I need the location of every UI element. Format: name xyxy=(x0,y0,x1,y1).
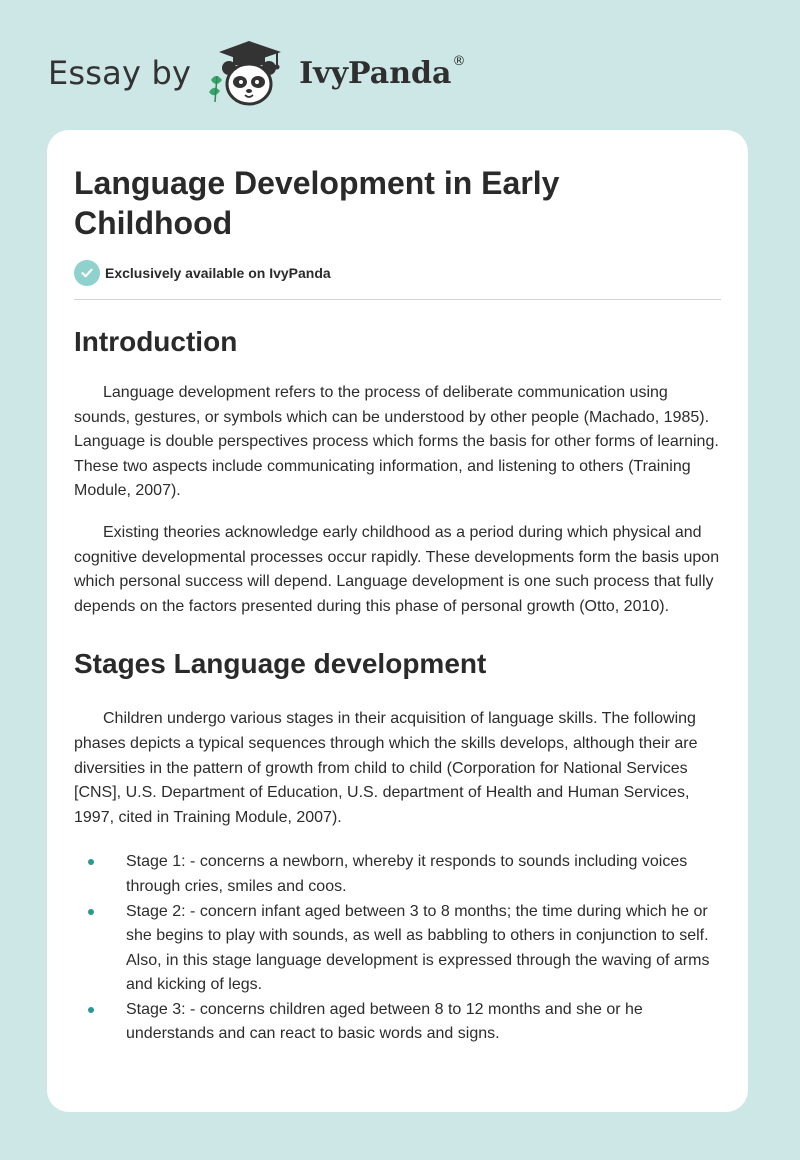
essay-title: Language Development in Early Childhood xyxy=(74,165,560,241)
bullet-dot-icon xyxy=(88,859,94,865)
section-heading-introduction: Introduction xyxy=(74,326,238,357)
bullet-dot-icon xyxy=(88,1007,94,1013)
section-heading-stages: Stages Language development xyxy=(74,648,487,680)
paragraph: Language development refers to the process of deliberate communication using sounds, gestures, or symbols which can be understood by other people (Machado, 1985). Language is double perspectives process which forms the basis for other forms of learning. These two aspects include communicating information, and listening to others (Training Module, 2007). xyxy=(74,384,719,500)
list-item-text: Stage 1: - concerns a newborn, whereby it responds to sounds including voices through cries, smiles and coos. xyxy=(126,853,688,895)
registered-mark: ® xyxy=(452,54,466,69)
exclusive-badge-text: Exclusively available on IvyPanda xyxy=(105,265,331,281)
brand-prefix: Essay by xyxy=(48,54,192,92)
list-item xyxy=(74,998,721,1047)
bullet-dot-icon xyxy=(88,909,94,915)
brand-header xyxy=(48,38,465,108)
list-item xyxy=(74,900,721,998)
brand-name: IvyPanda xyxy=(299,55,452,91)
list-item xyxy=(74,850,721,899)
section-introduction xyxy=(74,325,721,619)
check-circle-icon xyxy=(74,260,100,286)
exclusive-badge xyxy=(74,260,721,300)
section-stages xyxy=(74,647,721,1047)
list-item-text: Stage 3: - concerns children aged between 8 to 12 months and she or he understands and can react to basic words and signs. xyxy=(126,1000,643,1043)
list-item-text: Stage 2: - concern infant aged between 3 to 8 months; the time during which he or she begins to play with sounds, as well as babbling to others in conjunction to self. Also, in this stage language development is expressed through the waving of arms and kicking of legs. xyxy=(126,902,710,994)
paragraph: Existing theories acknowledge early childhood as a period during which physical and cognitive developmental processes occur rapidly. These developments form the basis upon which personal success will depend. Language development is one such process that fully depends on the factors presented during this phase of personal growth (Otto, 2010). xyxy=(74,523,720,615)
stages-list xyxy=(74,850,721,1047)
essay-card xyxy=(47,130,748,1112)
panda-graduate-logo-icon xyxy=(203,38,295,108)
paragraph: Children undergo various stages in their acquisition of language skills. The following phases depicts a typical sequences through which the skills develops, although their are diversities in the pattern of growth from child to child (Corporation for National Services [CNS], U.S. Department of Education, U.S. department of Health and Human Services, 1997, cited in Training Module, 2007). xyxy=(74,710,698,826)
